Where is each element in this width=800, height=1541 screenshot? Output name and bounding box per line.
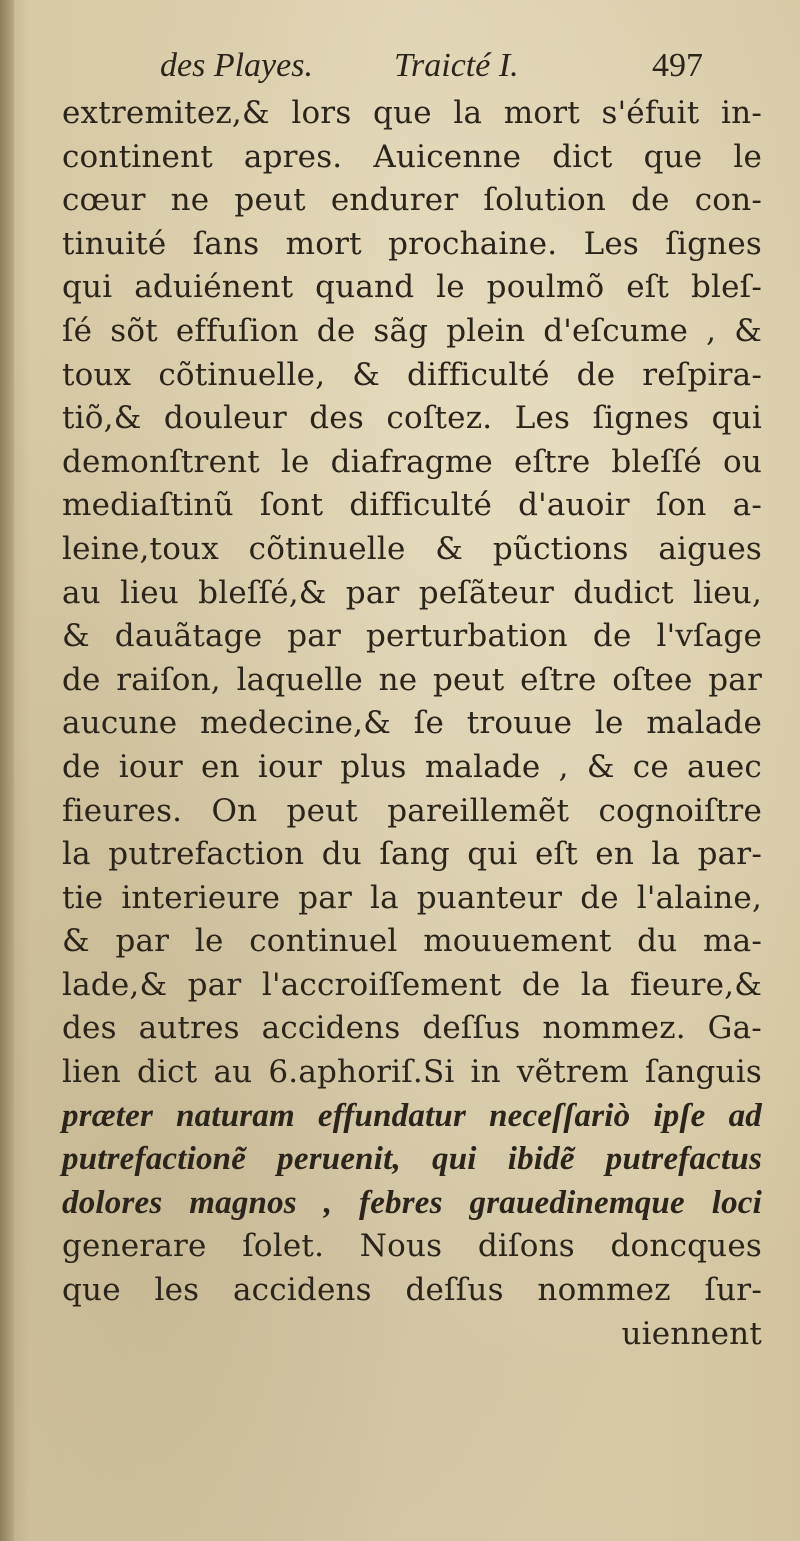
text-line: fieures. On peut pareillemẽt cognoiſtre <box>62 792 762 829</box>
text-line: au lieu bleſſé,& par peſãteur dudict lieu, <box>62 574 762 611</box>
running-header <box>62 40 762 92</box>
text-line: leine,toux cõtinuelle & pũctions aigues <box>62 530 762 567</box>
text-line: des autres accidens deſſus nommez. Ga- <box>62 1010 762 1047</box>
text-line: tie interieure par la puanteur de l'alaine, <box>62 879 762 916</box>
text-line: lien dict au 6.aphoriſ.Si in vẽtrem ſanguis <box>62 1054 762 1091</box>
text-line: de raiſon, laquelle ne peut eſtre oſtee par <box>62 661 762 698</box>
page-binding-edge <box>0 0 14 1541</box>
book-page <box>62 40 762 1356</box>
running-title-left: des Playes. <box>160 47 313 84</box>
text-line: la putrefaction du ſang qui eſt en la par- <box>62 836 762 873</box>
text-line: extremitez,& lors que la mort s'éfuit in- <box>62 95 762 131</box>
text-line: qui aduiénent quand le poulmõ eſt bleſ- <box>62 269 762 306</box>
text-line: & dauãtage par perturbation de l'vſage <box>62 618 762 655</box>
text-line: mediaſtinũ ſont difficulté d'auoir ſon a- <box>62 487 762 524</box>
text-line: & par le continuel mouuement du ma- <box>62 923 762 960</box>
text-line: toux cõtinuelle, & difficulté de reſpira- <box>62 356 762 393</box>
text-line: dolores magnos , febres grauedinemque loci <box>62 1184 762 1221</box>
text-line: cœur ne peut endurer ſolution de con- <box>62 182 762 219</box>
text-line: generare ſolet. Nous diſons doncques <box>62 1228 762 1265</box>
text-line: aucune medecine,& ſe trouue le malade <box>62 705 762 742</box>
running-title-right: Traicté I. <box>394 47 519 84</box>
text-line: lade,& par l'accroiſſement de la fieure,& <box>62 966 762 1003</box>
text-line: tinuité ſans mort prochaine. Les ſignes <box>62 225 762 262</box>
text-line: ſé sõt effuſion de sãg plein d'eſcume , & <box>62 312 762 349</box>
text-line: præter naturam effundatur neceſſariò ipſe ad <box>62 1097 762 1134</box>
text-line: continent apres. Auicenne dict que le <box>62 138 762 175</box>
text-line: de iour en iour plus malade , & ce auec <box>62 748 762 785</box>
text-line: que les accidens deſſus nommez ſur- <box>62 1272 762 1309</box>
text-line: tiõ,& douleur des coſtez. Les ſignes qui <box>62 400 762 437</box>
text-line: uiennent <box>621 1315 762 1352</box>
text-line: putrefactionẽ peruenit, qui ibidẽ putrefactus <box>62 1141 762 1178</box>
page-number: 497 <box>652 47 703 84</box>
body-text <box>62 92 762 1356</box>
text-line: demonſtrent le diafragme eſtre bleſſé ou <box>62 443 762 480</box>
